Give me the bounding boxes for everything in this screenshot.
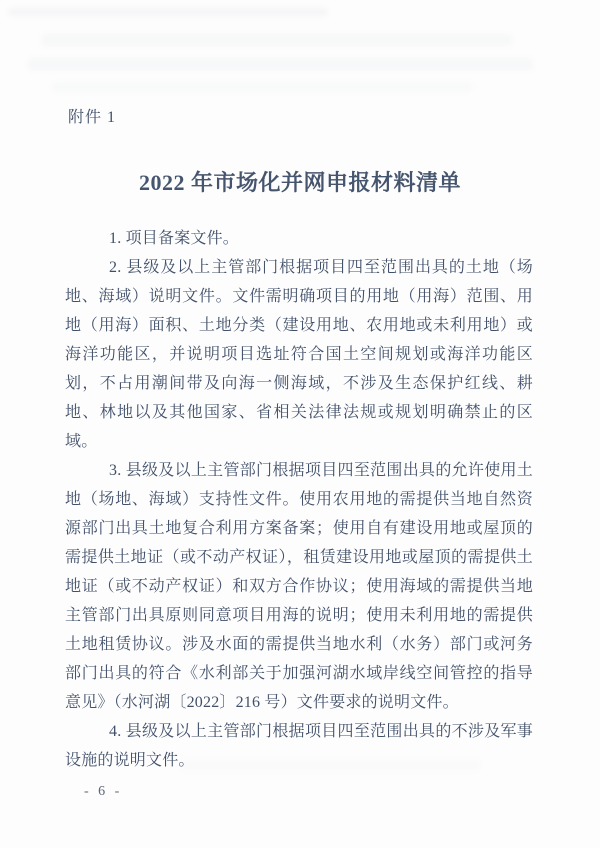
page-number: - 6 - <box>84 784 123 799</box>
attachment-label: 附件 1 <box>68 109 117 126</box>
scan-bleed-through-mark <box>28 58 533 70</box>
paragraph-3: 3. 县级及以上主管部门根据项目四至范围出具的允许使用土地（场地、海域）支持性文件。使用农用地的需提供当地自然资源部门出具土地复合利用方案备案；使用自有建设用地或屋顶的需提供土地证（或不动产权证），租赁建设用地或屋顶的需提供土地证（或不动产权证）和双方合作协议；使用海域的需提供当地主管部门出具原则同意项目用海的说明；使用未利用地的需提供土地租赁协议。涉及水面的需提供当地水利（水务）部门或河务部门出具的符合《水利部关于加强河湖水域岸线空间管控的指导意见》（水河湖〔2022〕216 号）文件要求的说明文件。 <box>65 462 533 711</box>
document-title: 2022 年市场化并网申报材料清单 <box>138 170 461 195</box>
scan-bleed-through-mark <box>42 34 512 46</box>
paragraph-4: 4. 县级及以上主管部门根据项目四至范围出具的不涉及军事设施的说明文件。 <box>65 723 533 769</box>
paragraph-1: 1. 项目备案文件。 <box>109 230 240 247</box>
scan-bleed-through-mark <box>52 82 472 92</box>
paragraph-2: 2. 县级及以上主管部门根据项目四至范围出具的土地（场地、海域）说明文件。文件需明确项目的用地（用海）范围、用地（用海）面积、土地分类（建设用地、农用地或未利用地）或海洋功能区，并说明项目选址符合国土空间规划或海洋功能区划，不占用潮间带及向海一侧海域，不涉及生态保护红线、耕地、林地以及其他国家、省相关法律法规或规划明确禁止的区域。 <box>65 259 533 450</box>
scan-bleed-through-mark <box>8 8 328 16</box>
document-body <box>65 224 533 775</box>
